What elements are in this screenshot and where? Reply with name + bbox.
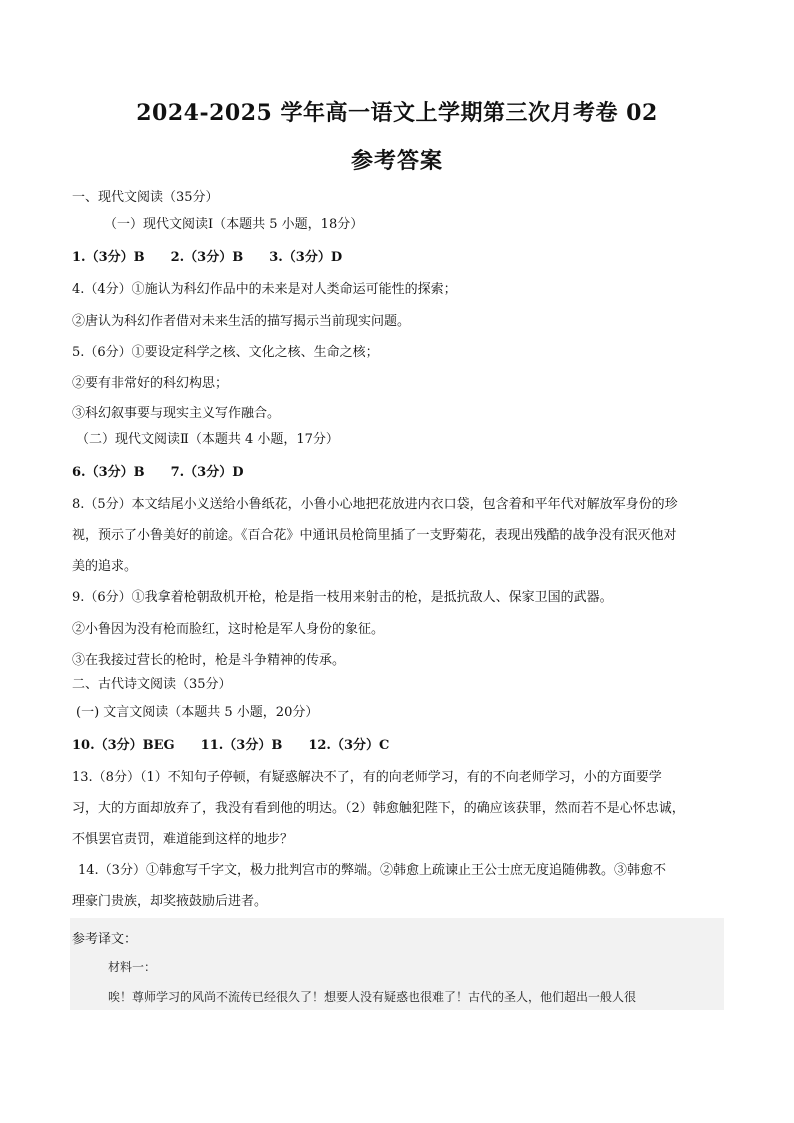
answer-q3: 3.（3分）D [269,250,343,265]
answer-q8-line-1: 8.（5分）本文结尾小义送给小鲁纸花，小鲁小心地把花放进内衣口袋，包含着和平年代对解放军身份的珍 [72,497,678,512]
translation-material-label: 材料一： [108,960,157,974]
answer-q6: 6.（3分）B [72,465,145,480]
answer-q5-line-2: ②要有非常好的科幻构思； [72,376,229,391]
answer-q12: 12.（3分）C [308,738,390,753]
subsection-heading-modern-reading-2: （二）现代文阅读Ⅱ（本题共 4 小题，17分） [76,432,339,447]
answer-q2: 2.（3分）B [170,250,244,265]
answer-q9-line-2: ②小鲁因为没有枪而脸红，这时枪是军人身份的象征。 [72,622,385,637]
subsection-heading-classical-prose: (一) 文言文阅读（本题共 5 小题，20分） [76,705,319,720]
answer-q13-line-3: 不惧罢官责罚，难道能到这样的地步？ [72,832,294,847]
answer-row-q6-q7 [72,465,728,481]
page-title: 2024-2025 学年高一语文上学期第三次月考卷 02 [136,100,658,126]
subsection-heading-modern-reading-1: （一）现代文阅读Ⅰ（本题共 5 小题，18分） [104,217,364,232]
page-subtitle: 参考答案 [350,148,443,174]
answer-q4-line-2: ②唐认为科幻作者借对未来生活的描写揭示当前现实问题。 [72,314,411,329]
answer-q9-line-1: 9.（6分）①我拿着枪朝敌机开枪，枪是指一枝用来射击的枪，是抵抗敌人、保家卫国的武器。 [72,590,613,605]
answer-row-q10-q12 [72,738,728,754]
translation-text: 唉！尊师学习的风尚不流传已经很久了！想要人没有疑惑也很难了！古代的圣人，他们超出一般人很 [108,990,637,1004]
answer-q7: 7.（3分）D [170,465,244,480]
answer-q9-line-3: ③在我接过营长的枪时，枪是斗争精神的传承。 [72,653,346,668]
answer-q1: 1.（3分）B [72,250,145,265]
answer-q13-line-2: 习，大的方面却放弃了，我没有看到他的明达。（2）韩愈触犯陛下，的确应该获罪，然而若不是心怀忠诚， [72,801,685,816]
answer-q10: 10.（3分）BEG [72,738,175,753]
answer-q14-line-2: 理豪门贵族，却奖掖鼓励后进者。 [72,894,268,909]
section-heading-modern-reading: 一、现代文阅读（35分） [72,190,219,205]
section-heading-classical-reading: 二、古代诗文阅读（35分） [72,677,232,692]
answer-q4-line-1: 4.（4分）①施认为科幻作品中的未来是对人类命运可能性的探索； [72,282,457,297]
answer-q5-line-1: 5.（6分）①要设定科学之核、文化之核、生命之核； [72,345,379,360]
answer-row-q1-q3 [72,250,728,266]
answer-q14-line-1: 14.（3分）①韩愈写千字文，极力批判宫市的弊端。②韩愈上疏谏止王公士庶无度追随佛教。③韩愈不 [78,863,666,878]
answer-q8-line-3: 美的追求。 [72,559,138,574]
answer-q5-line-3: ③科幻叙事要与现实主义写作融合。 [72,406,281,421]
answer-q8-line-2: 视，预示了小鲁美好的前途。《百合花》中通讯员枪筒里插了一支野菊花，表现出残酷的战争没有泯灭他对 [72,528,677,543]
answer-q13-line-1: 13.（8分）（1）不知句子停顿，有疑惑解决不了，有的向老师学习，有的不向老师学习，小的方面要学 [72,770,662,785]
answer-q11: 11.（3分）B [200,738,283,753]
reference-translation-label: 参考译文： [72,932,138,947]
